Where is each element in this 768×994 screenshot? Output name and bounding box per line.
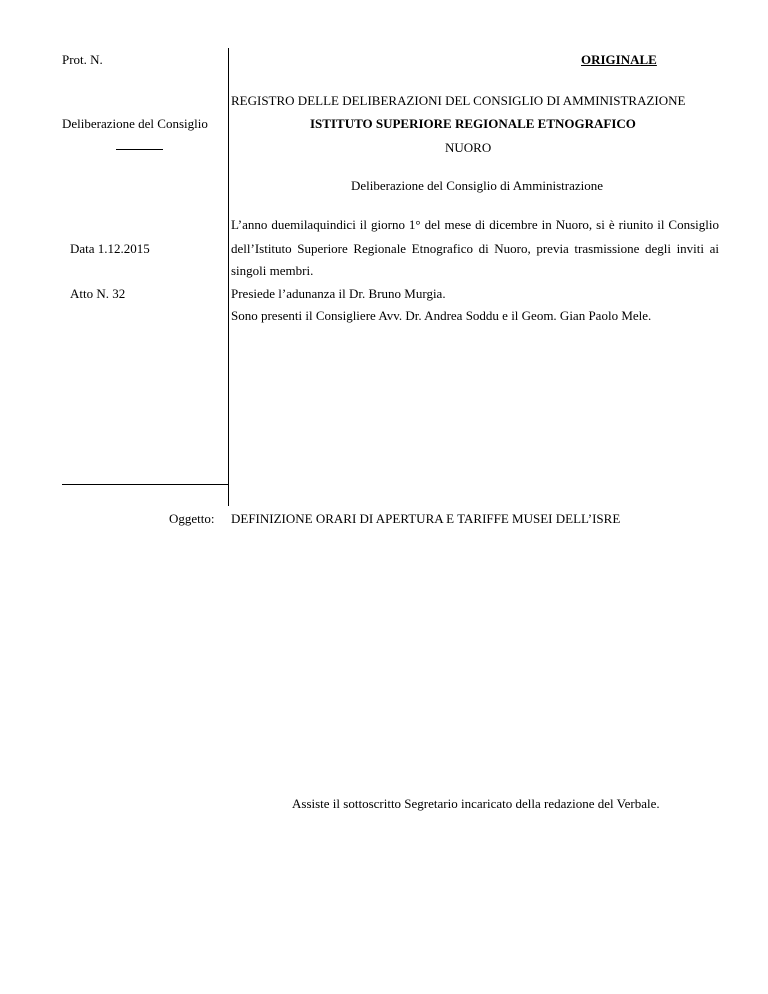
deliberazione-label: Deliberazione del Consiglio [62,116,208,131]
atto-label: Atto N. 32 [70,286,126,301]
paragraph-line-3: singoli membri. [231,263,314,278]
oggetto-label: Oggetto: [169,511,215,526]
istituto-heading: ISTITUTO SUPERIORE REGIONALE ETNOGRAFICO [310,116,636,131]
registro-heading: REGISTRO DELLE DELIBERAZIONI DEL CONSIGLIO DI AMMINISTRAZIONE [231,93,686,108]
citta-heading: NUORO [445,140,492,155]
assiste-line: Assiste il sottoscritto Segretario incaricato della redazione del Verbale. [292,796,660,811]
originale-label: ORIGINALE [581,52,657,67]
document-title: Deliberazione del Consiglio di Amministrazione [351,178,604,193]
presiede-line: Presiede l’adunanza il Dr. Bruno Murgia. [231,286,446,301]
horizontal-divider [62,484,229,485]
presenti-line: Sono presenti il Consigliere Avv. Dr. Andrea Soddu e il Geom. Gian Paolo Mele. [231,308,652,323]
data-label: Data 1.12.2015 [70,241,150,256]
prot-label: Prot. N. [62,52,103,67]
short-underline [116,149,163,150]
vertical-divider [228,48,229,506]
oggetto-text: DEFINIZIONE ORARI DI APERTURA E TARIFFE MUSEI DELL’ISRE [231,511,621,526]
paragraph-line-2: dell’Istituto Superiore Regionale Etnografico di Nuoro, previa trasmissione degli inviti ai [231,241,719,256]
paragraph-line-1: L’anno duemilaquindici il giorno 1° del mese di dicembre in Nuoro, si è riunito il Consiglio [231,217,719,232]
